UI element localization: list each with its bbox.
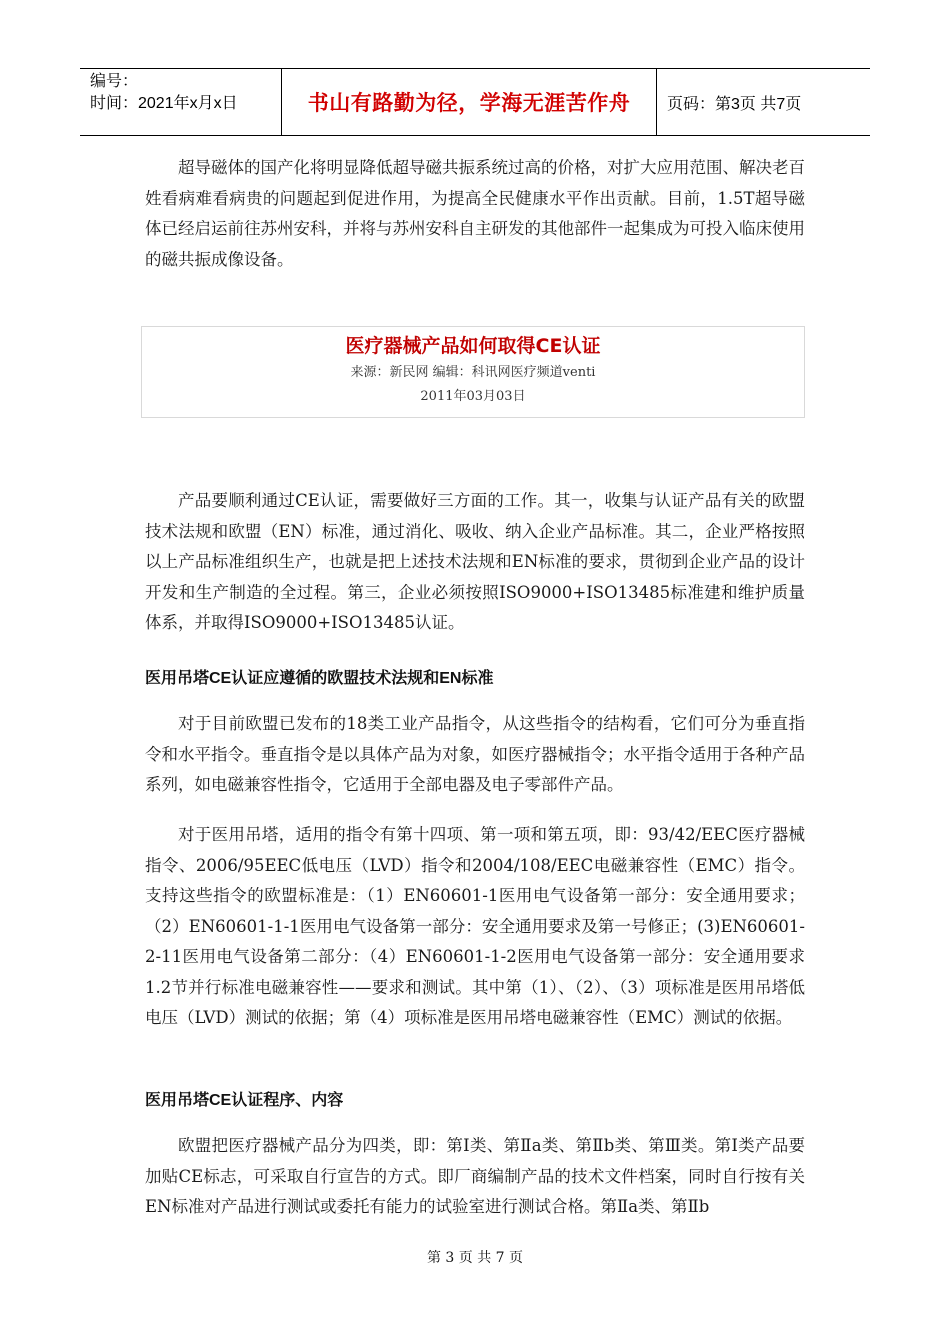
header-motto-cell — [282, 69, 657, 135]
page-footer: 第 3 页 共 7 页 — [426, 1250, 524, 1266]
body-paragraph-2: 对于目前欧盟已发布的18类工业产品指令，从这些指令的结构看，它们可分为垂直指令和水平指令。垂直指令是以具体产品为对象，如医疗器械指令；水平指令适用于各种产品系列，如电磁兼容性指令，它适用于全部电器及电子零部件产品。 — [145, 714, 805, 794]
body-paragraph-1: 产品要顺利通过CE认证，需要做好三方面的工作。其一，收集与认证产品有关的欧盟技术法规和欧盟（EN）标准，通过消化、吸收、纳入企业产品标准。其二，企业严格按照以上产品标准组织生产，也就是把上述技术法规和EN标准的要求，贯彻到企业产品的设计开发和生产制造的全过程。第三，企业必须按照ISO9000+ISO13485标准建和维护质量体系，并取得ISO9000+ISO13485认证。 — [145, 491, 805, 632]
article-date: 2011年03月03日 — [420, 389, 526, 404]
article-meta: 来源：新民网 编辑：科讯网医疗频道venti — [350, 365, 596, 380]
header-page-info: 页码：第3页 共7页 — [667, 95, 802, 113]
body-paragraph-4: 欧盟把医疗器械产品分为四类，即：第Ⅰ类、第Ⅱa类、第Ⅱb类、第Ⅲ类。第Ⅰ类产品要加贴CE标志，可采取自行宣告的方式。即厂商编制产品的技术文件档案，同时自行按有关EN标准对产品进行测试或委托有能力的试验室进行测试合格。第Ⅱa类、第Ⅱb — [145, 1136, 805, 1216]
page-header — [80, 68, 870, 136]
article-title: 医疗器械产品如何取得CE认证 — [345, 335, 601, 357]
section-heading-1: 医用吊塔CE认证应遵循的欧盟技术法规和EN标准 — [145, 670, 494, 687]
intro-paragraph: 超导磁体的国产化将明显降低超导磁共振系统过高的价格，对扩大应用范围、解决老百姓看病难看病贵的问题起到促进作用，为提高全民健康水平作出贡献。目前，1.5T超导磁体已经启运前往苏州安科，并将与苏州安科自主研发的其他部件一起集成为可投入临床使用的磁共振成像设备。 — [145, 158, 805, 269]
body-paragraph-3: 对于医用吊塔，适用的指令有第十四项、第一项和第五项，即：93/42/EEC医疗器械指令、2006/95EEC低电压（LVD）指令和2004/108/EEC电磁兼容性（EMC）指令。支持这些指令的欧盟标准是：（1）EN60601-1医用电气设备第一部分：安全通用要求；（2）EN60601-1-1医用电气设备第一部分：安全通用要求及第一号修正；(3)EN60601-2-11医用电气设备第二部分：（4）EN60601-1-2医用电气设备第一部分：安全通用要求1.2节并行标准电磁兼容性——要求和测试。其中第（1）、（2）、（3）项标准是医用吊塔低电压（LVD）测试的依据；第（4）项标准是医用吊塔电磁兼容性（EMC）测试的依据。 — [145, 825, 805, 1027]
header-info-cell — [80, 69, 282, 135]
header-page-cell — [657, 69, 870, 135]
document-number-label: 编号： — [90, 73, 139, 90]
document-time-label: 时间：2021年x月x日 — [90, 95, 238, 112]
article-header-box — [141, 326, 805, 418]
section-heading-2: 医用吊塔CE认证程序、内容 — [145, 1092, 344, 1109]
header-motto: 书山有路勤为径，学海无涯苦作舟 — [307, 91, 631, 115]
